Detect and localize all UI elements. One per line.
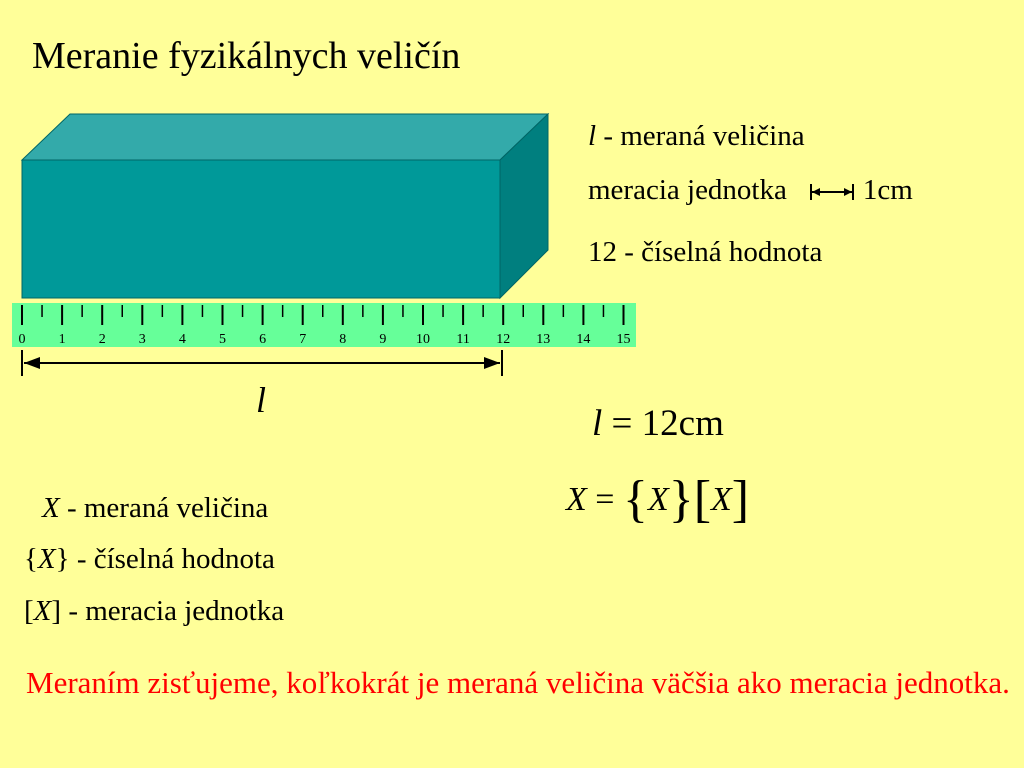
unit-length-icon bbox=[809, 181, 855, 203]
description-unit bbox=[588, 174, 913, 207]
ruler-label: 4 bbox=[178, 332, 186, 347]
equation-open-bracket: [ bbox=[693, 471, 712, 528]
ruler-label: 6 bbox=[259, 332, 267, 347]
ruler-label: 2 bbox=[98, 332, 106, 347]
equation-general bbox=[566, 470, 749, 529]
ruler-label: 9 bbox=[379, 332, 387, 347]
ruler-label: 10 bbox=[416, 332, 430, 347]
equation-length bbox=[592, 402, 724, 445]
equation-close-bracket: ] bbox=[731, 471, 750, 528]
ruler-label: 15 bbox=[616, 332, 631, 347]
equation-length-rhs: = 12cm bbox=[611, 403, 724, 444]
legend-quantity bbox=[42, 492, 268, 525]
equation-length-lhs: l bbox=[592, 403, 603, 444]
page-title: Meranie fyzikálnych veličín bbox=[32, 35, 461, 77]
equation-number-symbol: X bbox=[647, 481, 669, 518]
legend-x-text: - meraná veličina bbox=[59, 492, 269, 524]
ruler-label: 3 bbox=[138, 332, 146, 347]
equation-open-brace: { bbox=[622, 471, 648, 528]
equation-unit-symbol: X bbox=[711, 481, 732, 518]
length-arrow-head-right bbox=[484, 357, 500, 369]
l-symbol: l bbox=[588, 120, 597, 152]
conclusion-text: Meraním zisťujeme, koľkokrát je meraná veličina väčšia ako meracia jednotka. bbox=[26, 665, 1010, 700]
equation-general-x: X bbox=[566, 481, 587, 518]
ruler-label: 1 bbox=[58, 332, 66, 347]
equation-close-brace: } bbox=[668, 471, 694, 528]
legend-num-open: { bbox=[24, 543, 38, 575]
ruler-label: 13 bbox=[536, 332, 551, 347]
description-quantity-text: - meraná veličina bbox=[596, 120, 805, 152]
legend-unit-close: ] bbox=[51, 595, 62, 627]
ruler-label: 12 bbox=[496, 332, 511, 347]
legend-number bbox=[24, 543, 275, 576]
description-number: 12 - číselná hodnota bbox=[588, 236, 823, 268]
legend-unit-symbol: X bbox=[33, 595, 52, 627]
length-label: l bbox=[256, 380, 267, 420]
length-arrow-head-left bbox=[24, 357, 40, 369]
equation-general-equals: = bbox=[586, 481, 623, 518]
ruler-label: 5 bbox=[219, 332, 226, 347]
legend-num-close: } bbox=[55, 543, 70, 575]
legend-num-text: - číselná hodnota bbox=[69, 543, 275, 575]
box-front-face bbox=[22, 160, 500, 298]
description-unit-value: 1cm bbox=[862, 174, 913, 206]
legend-x-symbol: X bbox=[42, 492, 60, 524]
description-quantity bbox=[588, 120, 805, 153]
box-top-face bbox=[22, 114, 548, 160]
ruler-label: 8 bbox=[339, 332, 347, 347]
ruler-label: 14 bbox=[576, 332, 591, 347]
ruler-label: 7 bbox=[299, 332, 307, 347]
legend-unit-open: [ bbox=[24, 595, 34, 627]
description-unit-text: meracia jednotka bbox=[588, 174, 787, 206]
legend-num-symbol: X bbox=[37, 543, 56, 575]
legend-unit-text: - meracia jednotka bbox=[61, 595, 285, 627]
ruler-label: 0 bbox=[18, 332, 26, 347]
legend-unit bbox=[24, 595, 284, 628]
ruler-label: 11 bbox=[456, 332, 470, 347]
